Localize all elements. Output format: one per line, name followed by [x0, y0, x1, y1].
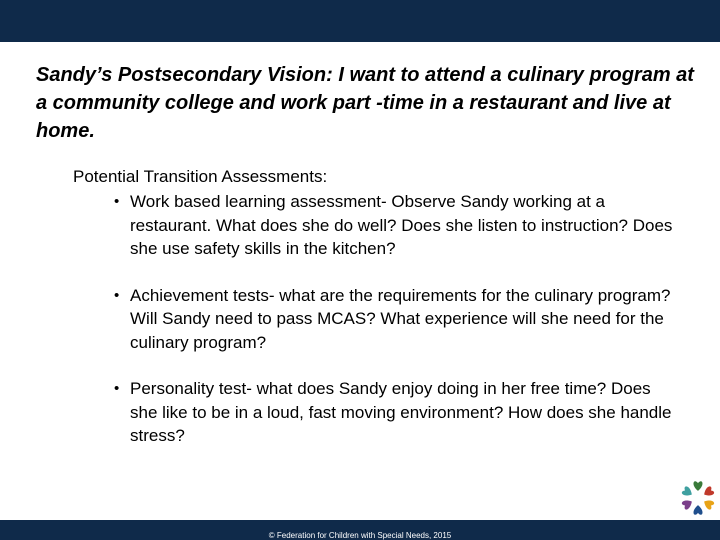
bullet-dot: •: [114, 286, 120, 304]
logo-heart: [681, 498, 694, 511]
logo-heart: [681, 486, 694, 499]
bullet-dot: •: [114, 380, 120, 397]
footer-copyright: © Federation for Children with Special Needs, 2015: [268, 531, 452, 540]
hearts-circle-logo-icon: [676, 476, 720, 520]
subtitle: Potential Transition Assessments:: [73, 167, 328, 186]
bullet-item: [73, 190, 673, 261]
footer-bar: [0, 520, 720, 540]
logo-heart: [702, 498, 715, 511]
slide-content: [73, 166, 673, 448]
bullet-list: [73, 190, 673, 448]
bullet-text: Work based learning assessment- Observe Sandy working at a restaurant. What does she do well? Does she listen to instruction? Does she use safety skills in the kitchen?: [130, 192, 673, 258]
bullet-item: [73, 377, 673, 448]
logo-heart: [702, 486, 715, 499]
logo-heart: [693, 505, 702, 515]
bullet-text: Achievement tests- what are the requirements for the culinary program? Will Sandy need to pass MCAS? What experience will she need for the culinary program?: [130, 285, 671, 352]
bullet-text: Personality test- what does Sandy enjoy doing in her free time? Does she like to be in a loud, fast moving environment? How does she handle stress?: [130, 379, 672, 445]
logo-heart: [693, 481, 702, 491]
bullet-dot: •: [114, 193, 120, 210]
slide-title: Sandy’s Postsecondary Vision: I want to attend a culinary program at a community college and work part -time in a restaurant and live at home.: [36, 64, 694, 142]
bullet-item: [73, 284, 673, 355]
top-bar: [0, 0, 720, 42]
